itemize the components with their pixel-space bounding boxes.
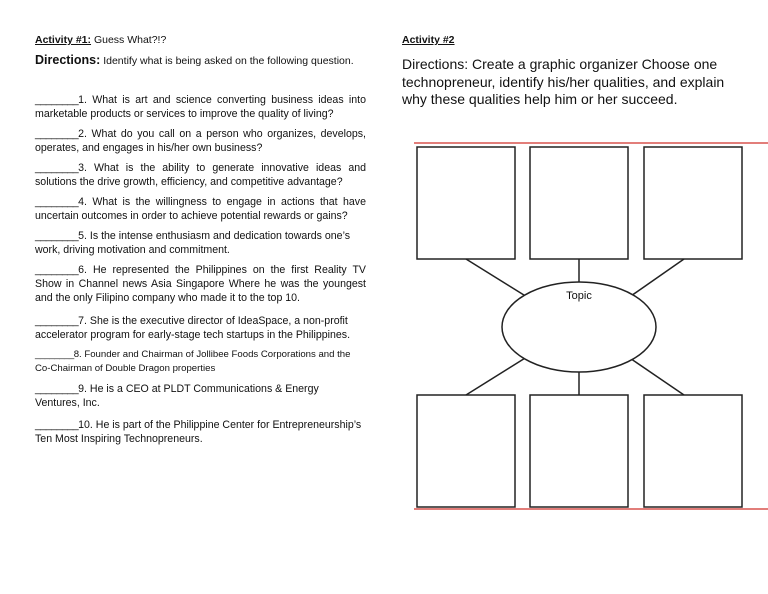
activity-2-heading: Activity #2: [402, 34, 455, 46]
question-text: 7. She is the executive director of IdeaSpace, a non-profit accelerator program for early-stage tech startups in the Philippines.: [35, 315, 351, 341]
question-4: [35, 195, 366, 223]
question-7: [35, 314, 366, 342]
answer-blank: ________: [35, 419, 79, 431]
question-text: 4. What is the willingness to engage in actions that have uncertain outcomes in order to achieve potential rewards or gains?: [35, 196, 366, 222]
activity-1-label: Activity #1:: [35, 34, 92, 46]
activity-1-title: Guess What?!?: [91, 34, 167, 46]
directions-text: Identify what is being asked on the following question.: [100, 55, 354, 67]
question-text: 9. He is a CEO at PLDT Communications & Energy Ventures, Inc.: [35, 383, 319, 409]
question-2: [35, 127, 366, 155]
graphic-organizer: [414, 142, 768, 512]
answer-blank: ________: [35, 349, 74, 360]
question-text: 3. What is the ability to generate innovative ideas and solutions the drive growth, efficiency, and competitive advantage?: [35, 162, 366, 188]
answer-blank: ________: [35, 162, 79, 174]
question-3: [35, 161, 366, 189]
answer-blank: ________: [35, 128, 79, 140]
answer-blank: ________: [35, 94, 79, 106]
question-text: 2. What do you call on a person who organizes, develops, operates, and engages in his/her own business?: [35, 128, 366, 154]
answer-blank: ________: [35, 230, 79, 242]
answer-blank: ________: [35, 264, 79, 276]
question-text: 6. He represented the Philippines on the first Reality TV Show in Channel news Asia Singapore Where he was the youngest and the only Filipino company who made it to the top 10.: [35, 264, 366, 304]
question-text: 10. He is part of the Philippine Center for Entrepreneurship’s Ten Most Inspiring Technopreneurs.: [35, 419, 362, 445]
question-text: 1. What is art and science converting business ideas into marketable products or services to improve the quality of living?: [35, 94, 366, 120]
question-9: [35, 382, 366, 410]
organizer-box-bottom-center[interactable]: [530, 395, 628, 507]
activity-2-section: [402, 34, 747, 109]
question-5: [35, 229, 366, 257]
question-10: [35, 418, 366, 446]
organizer-box-top-center[interactable]: [530, 147, 628, 259]
question-list: [35, 93, 366, 446]
answer-blank: ________: [35, 315, 79, 327]
graphic-organizer-drawing: [414, 142, 768, 512]
question-text: 8. Founder and Chairman of Jollibee Foods Corporations and the Co-Chairman of Double Dragon properties: [35, 349, 351, 374]
organizer-box-top-right[interactable]: [644, 147, 742, 259]
topic-label: Topic: [566, 290, 592, 302]
activity-1-directions: [35, 53, 366, 68]
question-text: 5. Is the intense enthusiasm and dedication towards one’s work, driving motivation and commitment.: [35, 230, 351, 256]
organizer-box-bottom-left[interactable]: [417, 395, 515, 507]
activity-2-directions: Directions: Create a graphic organizer Choose one technopreneur, identify his/her qualities, and explain why these qualities help him or her succeed.: [402, 56, 725, 107]
question-1: [35, 93, 366, 121]
activity-1-heading: [35, 34, 366, 47]
directions-label: Directions:: [35, 53, 101, 67]
question-6: [35, 263, 366, 305]
answer-blank: ________: [35, 383, 79, 395]
organizer-box-bottom-right[interactable]: [644, 395, 742, 507]
question-8: [35, 348, 366, 376]
organizer-box-top-left[interactable]: [417, 147, 515, 259]
answer-blank: ________: [35, 196, 79, 208]
activity-1-section: [35, 34, 366, 452]
